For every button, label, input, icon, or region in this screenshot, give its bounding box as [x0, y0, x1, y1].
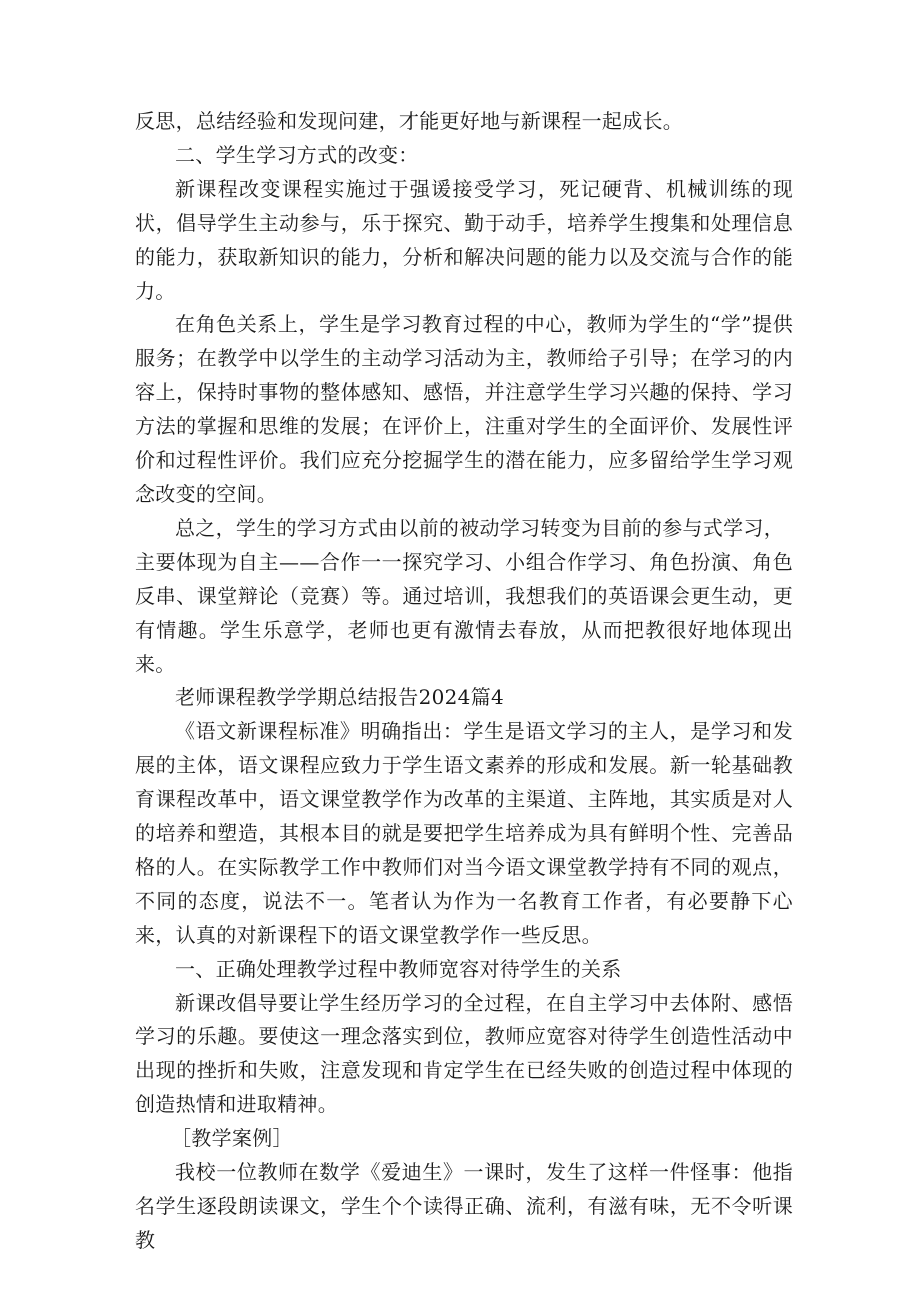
- report-title: 老师课程教学学期总结报告2024篇4: [175, 685, 505, 710]
- paragraph: 我校一位教师在数学《爱迪生》一课时，发生了这样一件怪事：他指名学生逐段朗读课文，学生个个读得正确、流利，有滋有味，无不令听课教: [135, 1160, 793, 1252]
- paragraph: 新课改倡导要让学生经历学习的全过程，在自主学习中去体附、感悟学习的乐趣。要使这一理念落实到位，教师应宽容对待学生创造性活动中出现的挫折和失败，注意发现和肯定学生在已经失败的创造过程中体现的创造热情和进取精神。: [135, 990, 793, 1117]
- case-label: ［教学案例］: [171, 1126, 293, 1151]
- paragraph-continuation: 主要体现为自主——合作一一探究学习、小组合作学习、角色扮演、角色反串、课堂辩论（竞赛）等。通过培训，我想我们的英语课会更生动，更有情趣。学生乐意学，老师也更有激情去春放，从而把教很好地体现出来。: [135, 549, 793, 676]
- paragraph: 新课程改变课程实施过于强谖接受学习，死记硬背、机械训练的现状，倡导学生主动参与，乐于探究、勤于动手，培养学生搜集和处理信息的能力，获取新知识的能力，分析和解决问题的能力以及交流与合作的能力。: [135, 176, 793, 303]
- paragraph: 在角色关系上，学生是学习教育过程的中心，教师为学生的“学”提供服务；在教学中以学生的主动学习活动为主，教师给子引导；在学习的内容上，保持时事物的整体感知、感悟，并注意学生学习兴趣的保持、学习方法的掌握和思维的发展；在评价上，注重对学生的全面评价、发展性评价和过程性评价。我们应充分挖掘学生的潜在能力，应多留给学生学习观念改变的空间。: [135, 312, 793, 506]
- document-body: [135, 105, 793, 1258]
- paragraph: 总之，学生的学习方式由以前的被动学习转变为目前的参与式学习，: [175, 515, 784, 540]
- paragraph: 《语文新课程标准》明确指出：学生是语文学习的主人，是学习和发展的主体，语文课程应致力于学生语文素养的形成和发展。新一轮基础教育课程改革中，语文课堂教学作为改革的主渠道、主阵地，其实质是对人的培养和塑造，其根本目的就是要把学生培养成为具有鲜明个性、完善品格的人。在实际教学工作中教师们对当今语文课堂教学持有不同的观点，不同的态度，说法不一。笔者认为作为一名教育工作者，有必要静下心来，认真的对新课程下的语文课堂教学作一些反思。: [135, 719, 793, 947]
- section-heading: 一、正确处理教学过程中教师宽容对待学生的关系: [175, 956, 622, 981]
- section-heading: 二、学生学习方式的改变：: [175, 142, 419, 167]
- paragraph-continuation: 反思，总结经验和发现问建，才能更好地与新课程一起成长。: [135, 109, 684, 133]
